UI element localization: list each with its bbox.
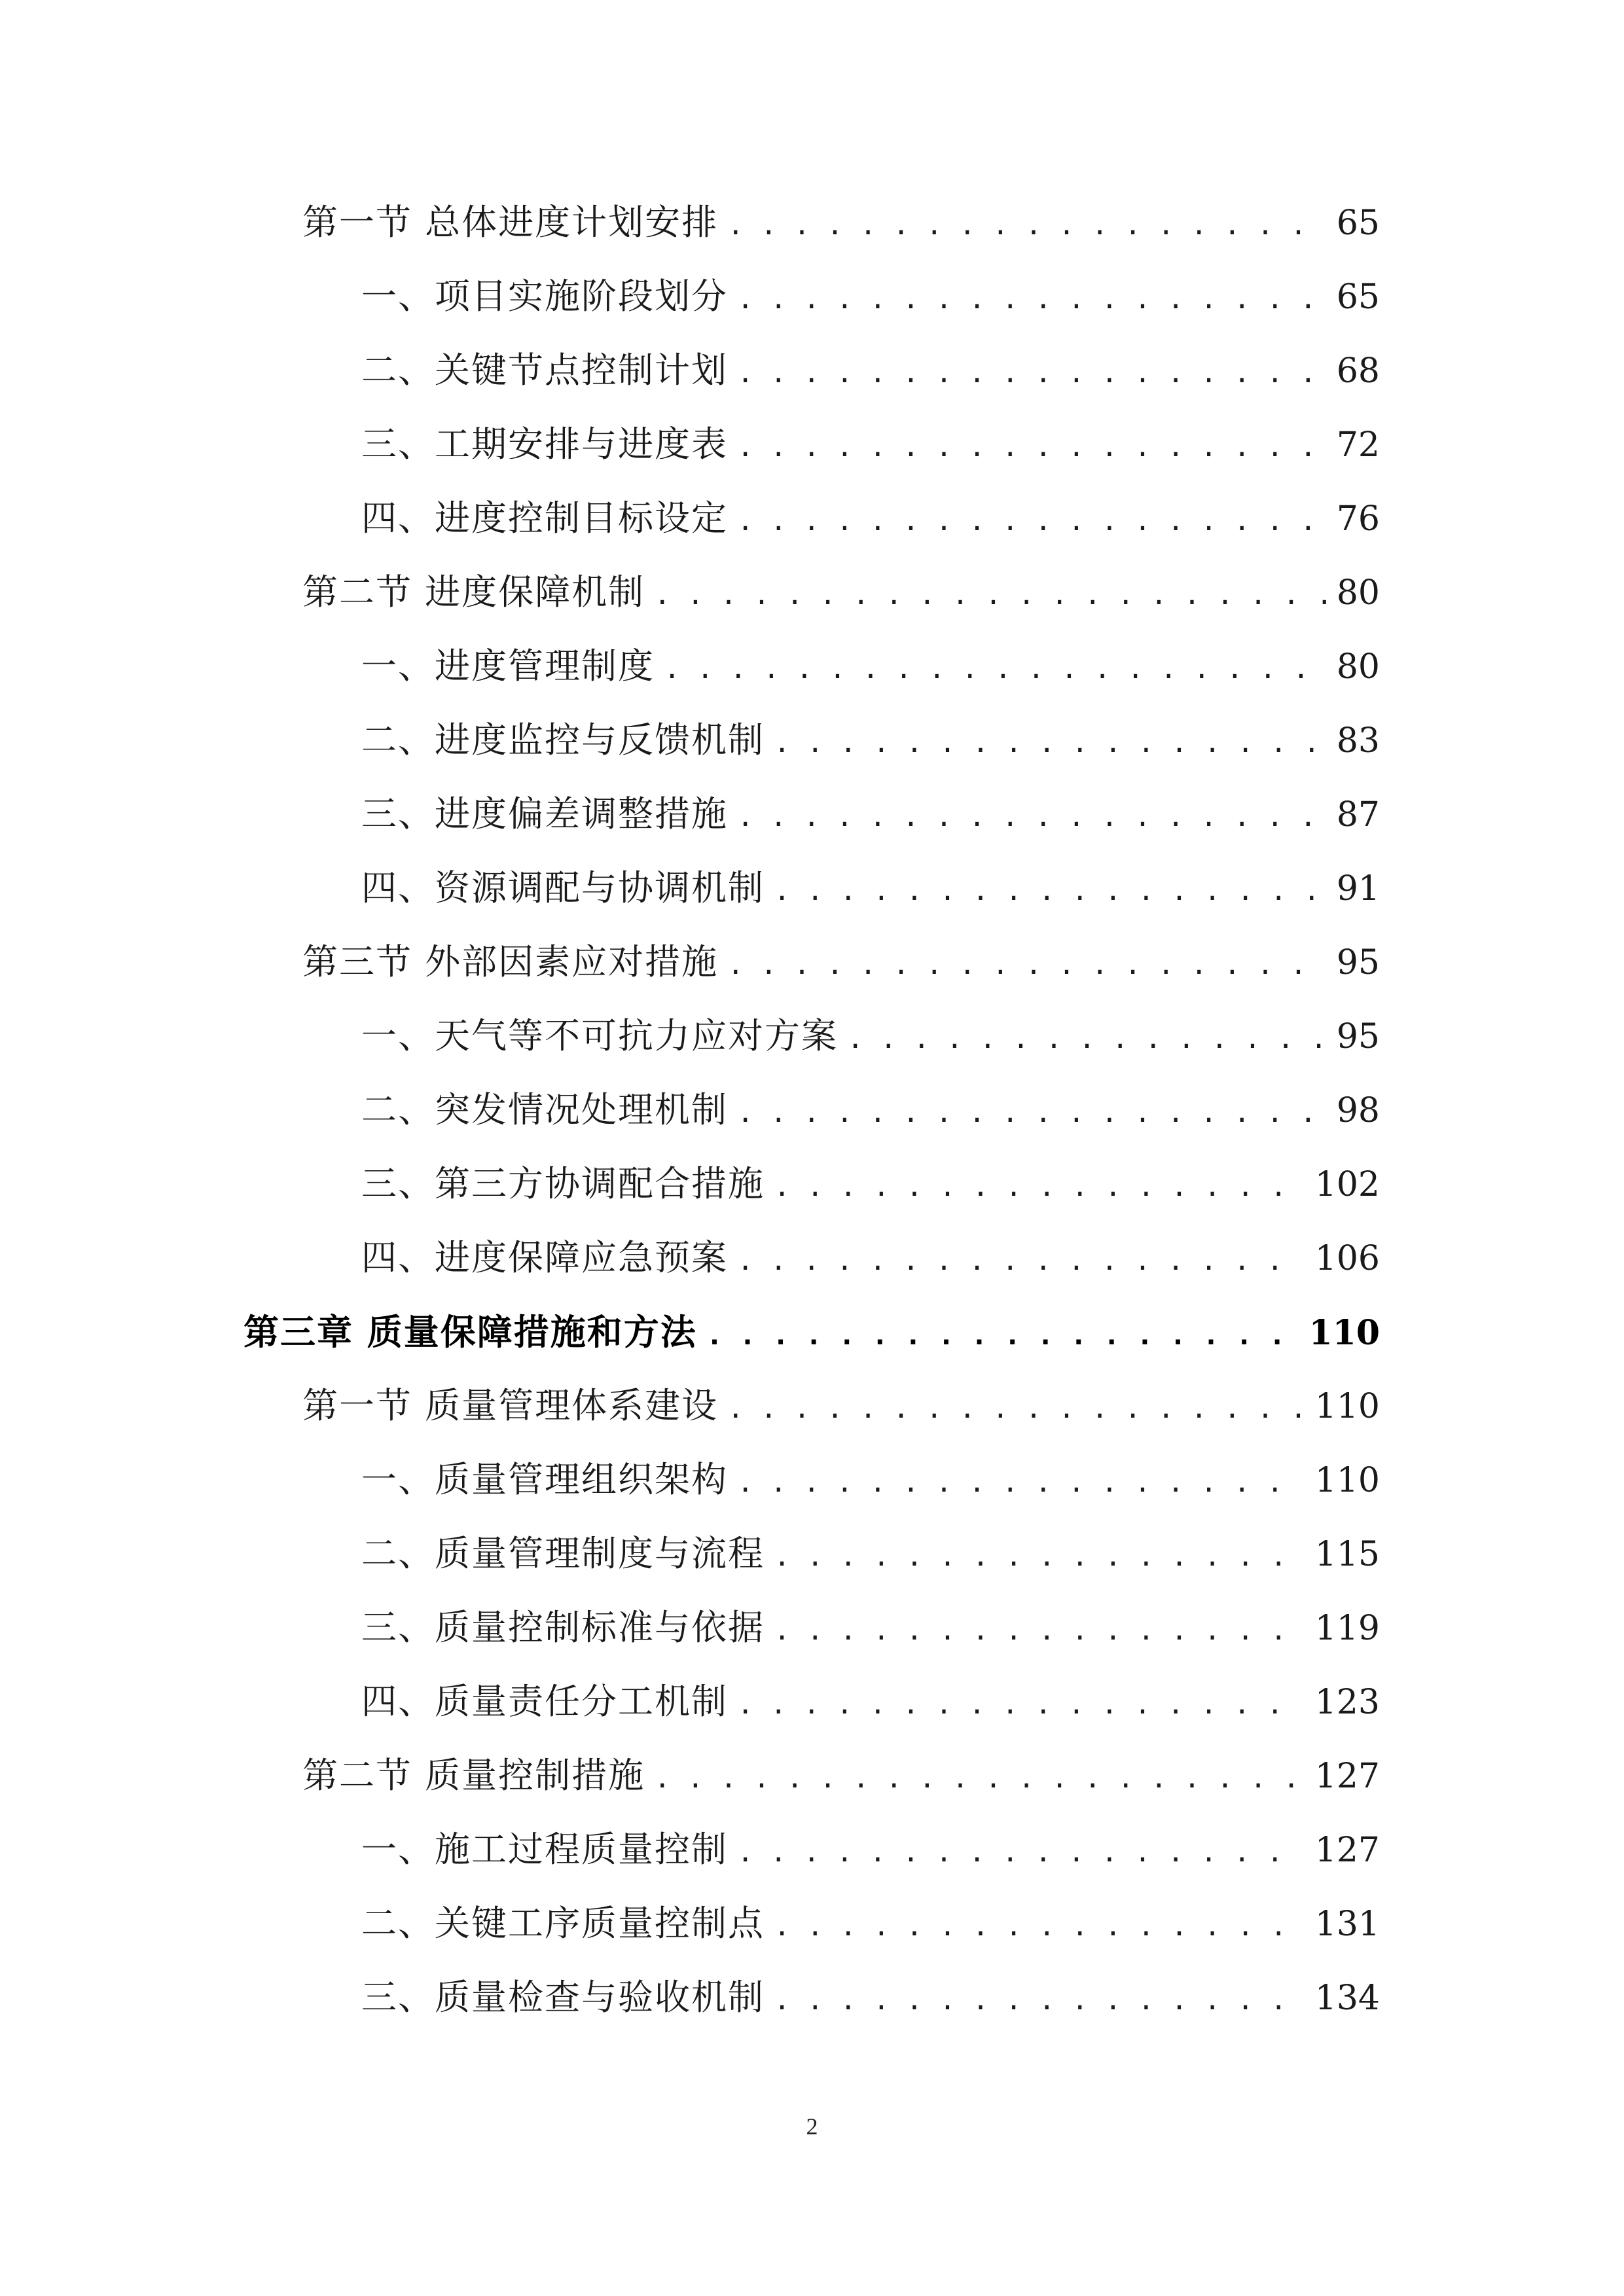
- toc-entry-page: 134: [1314, 1979, 1380, 2018]
- toc-entry[interactable]: [361, 1013, 1380, 1060]
- toc-leader-dots: [737, 1681, 1306, 1728]
- toc-entry-title: 第三章 质量保障措施和方法: [244, 1311, 697, 1353]
- toc-entry[interactable]: [302, 1752, 1380, 1799]
- toc-leader-dots: [737, 1237, 1306, 1284]
- toc-entry-page: 119: [1314, 1609, 1380, 1648]
- toc-leader-dots: [774, 1977, 1306, 2024]
- toc-entry-title: 四、质量责任分工机制: [361, 1681, 728, 1722]
- toc-leader-dots: [737, 793, 1327, 840]
- toc-entry-title: 一、进度管理制度: [361, 645, 655, 687]
- toc-entry-page: 68: [1336, 351, 1380, 391]
- toc-entry[interactable]: [361, 347, 1380, 394]
- toc-entry[interactable]: [361, 273, 1380, 320]
- toc-entry-page: 95: [1336, 943, 1380, 982]
- toc-entry-page: 127: [1314, 1831, 1380, 1870]
- toc-leader-dots: [737, 276, 1327, 323]
- toc-entry[interactable]: [302, 199, 1380, 246]
- toc-entry-page: 65: [1336, 204, 1380, 243]
- toc-entry-title: 一、天气等不可抗力应对方案: [361, 1015, 838, 1056]
- toc-entry-page: 102: [1314, 1165, 1380, 1204]
- toc-entry-title: 四、资源调配与协调机制: [361, 867, 765, 908]
- toc-entry[interactable]: [361, 1900, 1380, 1947]
- toc-leader-dots: [774, 1607, 1306, 1654]
- toc-leader-dots: [737, 1089, 1327, 1136]
- toc-entry-title: 二、突发情况处理机制: [361, 1089, 728, 1130]
- toc-entry-title: 三、第三方协调配合措施: [361, 1163, 765, 1204]
- toc-entry[interactable]: [361, 1086, 1380, 1134]
- toc-entry[interactable]: [361, 421, 1380, 468]
- toc-entry-page: 91: [1336, 869, 1380, 908]
- toc-leader-dots: [737, 423, 1327, 471]
- toc-entry[interactable]: [361, 1234, 1380, 1282]
- toc-entry-title: 一、质量管理组织架构: [361, 1459, 728, 1500]
- toc-entry-title: 第二节 质量控制措施: [302, 1755, 645, 1796]
- toc-entry-page: 76: [1336, 499, 1380, 539]
- toc-entry-page: 95: [1336, 1017, 1380, 1056]
- toc-leader-dots: [737, 1459, 1306, 1506]
- toc-entry[interactable]: [361, 1160, 1380, 1208]
- toc-entry-title: 一、施工过程质量控制: [361, 1829, 728, 1870]
- toc-entry-page: 72: [1336, 425, 1380, 465]
- toc-leader-dots: [774, 1533, 1306, 1580]
- toc-entry[interactable]: [361, 1604, 1380, 1651]
- toc-leader-dots: [654, 571, 1327, 619]
- toc-entry-page: 110: [1308, 1313, 1380, 1353]
- toc-leader-dots: [664, 645, 1327, 692]
- toc-entry-page: 83: [1336, 721, 1380, 761]
- toc-leader-dots: [774, 1903, 1306, 1950]
- toc-leader-dots: [737, 497, 1327, 545]
- toc-leader-dots: [737, 1829, 1306, 1876]
- toc-entry-page: 80: [1336, 573, 1380, 613]
- toc-entry-page: 65: [1336, 278, 1380, 317]
- toc-entry-title: 二、关键工序质量控制点: [361, 1903, 765, 1944]
- toc-leader-dots: [774, 867, 1327, 914]
- toc-entry-title: 第一节 总体进度计划安排: [302, 202, 719, 243]
- toc-entry[interactable]: [302, 569, 1380, 616]
- toc-entry-title: 三、工期安排与进度表: [361, 423, 728, 465]
- toc-entry-title: 第一节 质量管理体系建设: [302, 1385, 719, 1426]
- toc-leader-dots: [774, 1163, 1306, 1210]
- toc-entry[interactable]: [361, 717, 1380, 764]
- toc-entry-page: 106: [1314, 1239, 1380, 1278]
- toc-entry-title: 三、质量检查与验收机制: [361, 1977, 765, 2018]
- toc-entry-title: 二、关键节点控制计划: [361, 350, 728, 391]
- toc-entry-page: 110: [1314, 1461, 1380, 1500]
- toc-entry[interactable]: [361, 791, 1380, 838]
- toc-entry[interactable]: [361, 1456, 1380, 1503]
- toc-entry-title: 四、进度保障应急预案: [361, 1237, 728, 1278]
- toc-leader-dots: [847, 1015, 1327, 1062]
- toc-entry-page: 80: [1336, 647, 1380, 687]
- toc-entry[interactable]: [361, 643, 1380, 690]
- toc-entry-page: 110: [1314, 1387, 1380, 1426]
- toc-entry-title: 三、进度偏差调整措施: [361, 793, 728, 834]
- toc-entry-page: 87: [1336, 795, 1380, 834]
- toc-leader-dots: [706, 1312, 1300, 1359]
- toc-leader-dots: [727, 1385, 1306, 1432]
- toc-entry-title: 第三节 外部因素应对措施: [302, 941, 719, 982]
- toc-entry-title: 二、进度监控与反馈机制: [361, 719, 765, 761]
- toc-leader-dots: [737, 350, 1327, 397]
- toc-entry[interactable]: [361, 865, 1380, 912]
- toc-entry[interactable]: [361, 495, 1380, 542]
- toc-leader-dots: [727, 202, 1327, 249]
- toc-entry-page: 127: [1314, 1757, 1380, 1796]
- toc-entry[interactable]: [361, 1678, 1380, 1725]
- toc-entry[interactable]: [244, 1308, 1380, 1355]
- page-number: 2: [806, 2113, 818, 2140]
- toc-entry-page: 123: [1314, 1683, 1380, 1722]
- toc-entry-title: 三、质量控制标准与依据: [361, 1607, 765, 1648]
- toc-entry-title: 二、质量管理制度与流程: [361, 1533, 765, 1574]
- toc-entry[interactable]: [302, 939, 1380, 986]
- toc-entry-page: 98: [1336, 1091, 1380, 1130]
- toc-entry-title: 第二节 进度保障机制: [302, 571, 645, 613]
- toc-leader-dots: [727, 941, 1327, 988]
- toc-entry[interactable]: [302, 1382, 1380, 1429]
- toc-leader-dots: [654, 1755, 1306, 1802]
- toc-entry[interactable]: [361, 1974, 1380, 2021]
- toc-entry[interactable]: [361, 1826, 1380, 1873]
- toc-entry-title: 四、进度控制目标设定: [361, 497, 728, 539]
- toc-leader-dots: [774, 719, 1327, 766]
- toc-entry-page: 115: [1314, 1535, 1380, 1574]
- toc-entry-title: 一、项目实施阶段划分: [361, 276, 728, 317]
- toc-entry[interactable]: [361, 1530, 1380, 1577]
- toc-entry-page: 131: [1314, 1905, 1380, 1944]
